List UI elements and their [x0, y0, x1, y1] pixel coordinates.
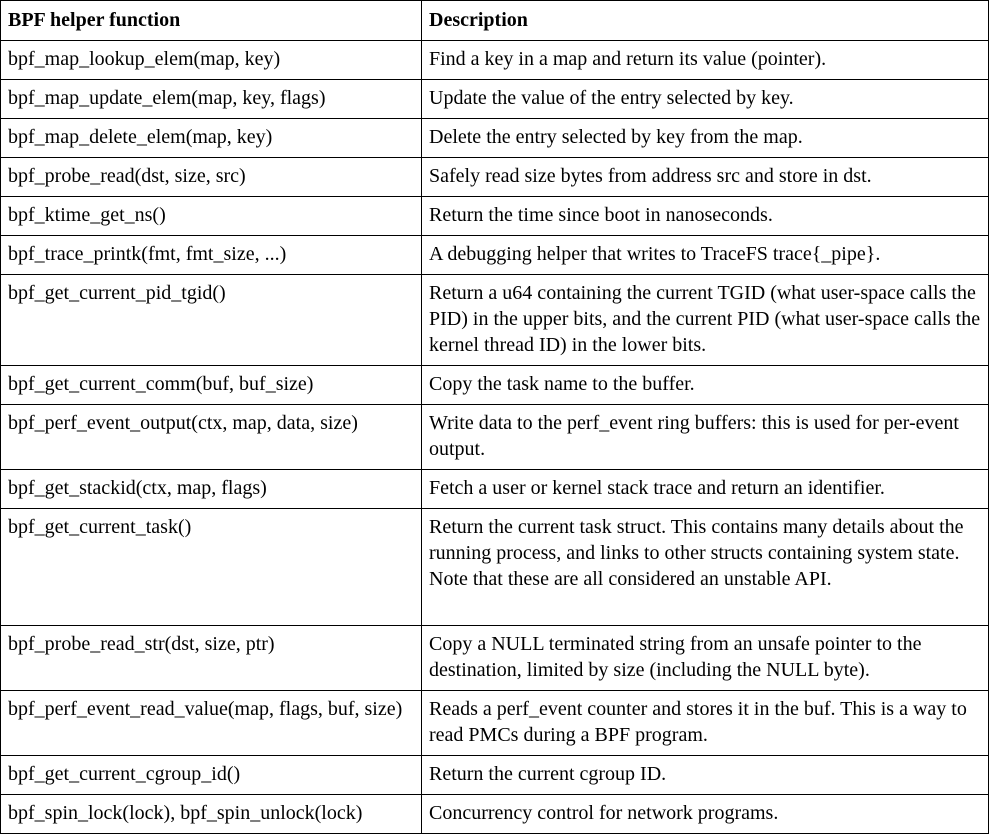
function-cell: bpf_probe_read(dst, size, src) [1, 158, 422, 197]
function-cell: bpf_probe_read_str(dst, size, ptr) [1, 626, 422, 691]
function-cell: bpf_map_delete_elem(map, key) [1, 119, 422, 158]
function-cell: bpf_get_current_pid_tgid() [1, 275, 422, 366]
function-cell: bpf_trace_printk(fmt, fmt_size, ...) [1, 236, 422, 275]
description-cell: Return a u64 containing the current TGID (what user-space calls the PID) in the upper bits, and the current PID (what user-space calls the kernel thread ID) in the lower bits. [422, 275, 989, 366]
table-row [1, 197, 989, 236]
description-cell: Return the time since boot in nanoseconds. [422, 197, 989, 236]
function-cell: bpf_get_stackid(ctx, map, flags) [1, 470, 422, 509]
description-cell: Concurrency control for network programs. [422, 795, 989, 834]
table-header-row [1, 1, 989, 41]
table-row [1, 470, 989, 509]
description-cell: Write data to the perf_event ring buffers: this is used for per-event output. [422, 405, 989, 470]
function-cell: bpf_perf_event_read_value(map, flags, buf, size) [1, 691, 422, 756]
table-row [1, 795, 989, 834]
description-cell: A debugging helper that writes to TraceFS trace{_pipe}. [422, 236, 989, 275]
table-row [1, 119, 989, 158]
column-header-description: Description [422, 1, 989, 41]
function-cell: bpf_map_lookup_elem(map, key) [1, 41, 422, 80]
table-row [1, 691, 989, 756]
description-cell: Update the value of the entry selected by key. [422, 80, 989, 119]
description-cell: Fetch a user or kernel stack trace and return an identifier. [422, 470, 989, 509]
table-row [1, 158, 989, 197]
column-header-function: BPF helper function [1, 1, 422, 41]
description-cell: Reads a perf_event counter and stores it in the buf. This is a way to read PMCs during a BPF program. [422, 691, 989, 756]
table-row [1, 236, 989, 275]
function-cell: bpf_get_current_comm(buf, buf_size) [1, 366, 422, 405]
function-cell: bpf_get_current_cgroup_id() [1, 756, 422, 795]
function-cell: bpf_map_update_elem(map, key, flags) [1, 80, 422, 119]
function-cell: bpf_perf_event_output(ctx, map, data, size) [1, 405, 422, 470]
table-row [1, 405, 989, 470]
table-row [1, 41, 989, 80]
description-cell: Return the current cgroup ID. [422, 756, 989, 795]
table-row [1, 275, 989, 366]
function-cell: bpf_spin_lock(lock), bpf_spin_unlock(lock) [1, 795, 422, 834]
function-cell: bpf_ktime_get_ns() [1, 197, 422, 236]
description-cell: Safely read size bytes from address src and store in dst. [422, 158, 989, 197]
description-cell: Copy a NULL terminated string from an unsafe pointer to the destination, limited by size (including the NULL byte). [422, 626, 989, 691]
table-row [1, 366, 989, 405]
function-cell: bpf_get_current_task() [1, 509, 422, 626]
table-row [1, 626, 989, 691]
description-cell: Delete the entry selected by key from the map. [422, 119, 989, 158]
table-row [1, 756, 989, 795]
description-cell: Copy the task name to the buffer. [422, 366, 989, 405]
table-row [1, 509, 989, 626]
table-row [1, 80, 989, 119]
description-cell: Find a key in a map and return its value (pointer). [422, 41, 989, 80]
description-cell: Return the current task struct. This contains many details about the running process, and links to other structs containing system state. Note that these are all considered an unstable API. [422, 509, 989, 626]
